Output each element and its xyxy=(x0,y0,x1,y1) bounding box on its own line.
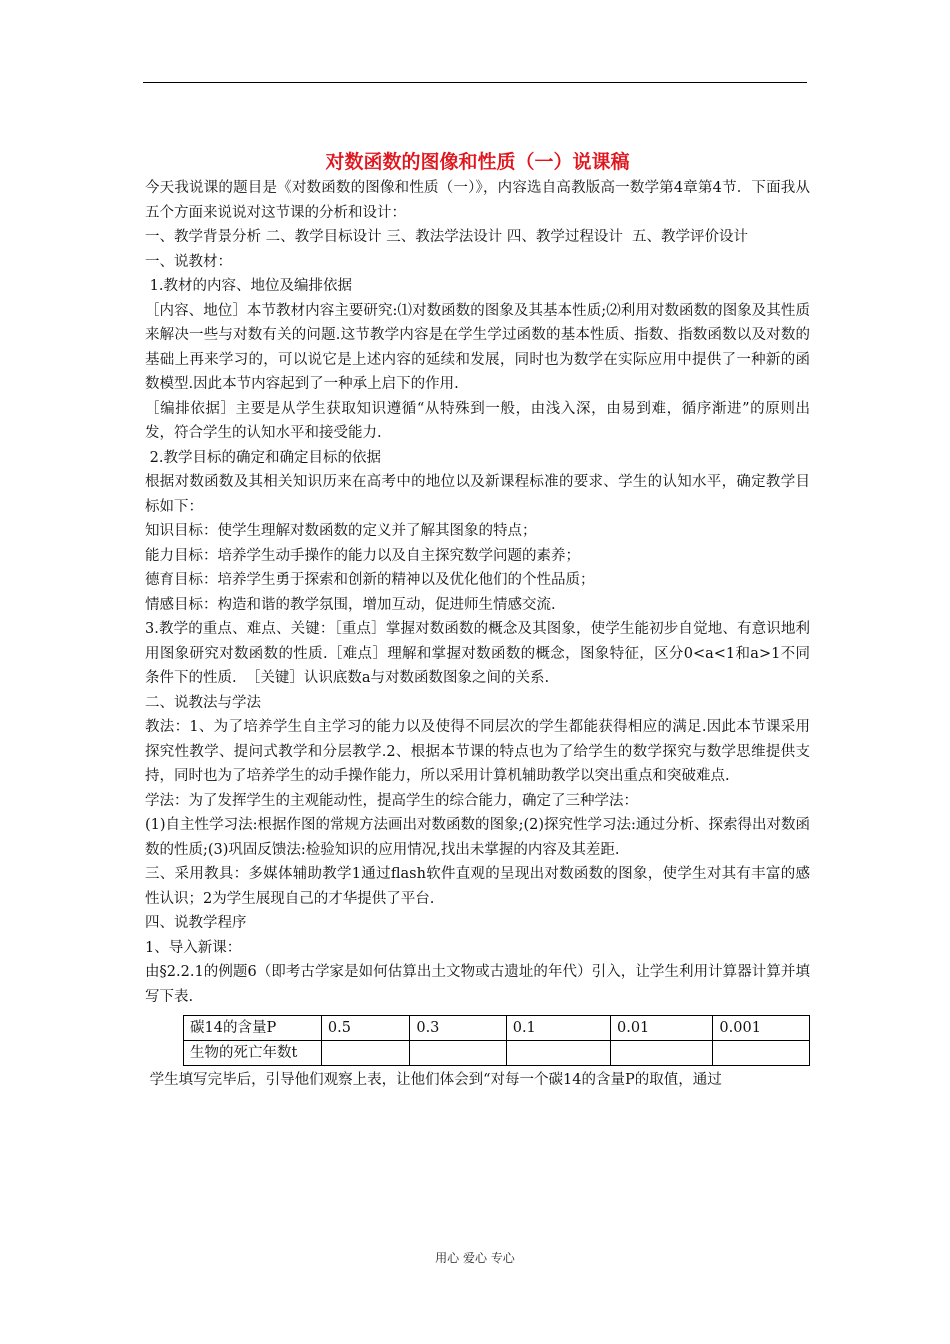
table-row xyxy=(184,1041,810,1066)
paragraph-after-table: 学生填写完毕后，引导他们观察上表，让他们体会到“对每一个碳14的含量P的取值，通过 xyxy=(145,1072,722,1088)
paragraph-teaching-method: 教法：1、为了培养学生自主学习的能力以及使得不同层次的学生都能获得相应的满足.因此本节课采用探究性教学、提问式教学和分层教学.2、根据本节课的特点也为了给学生的数学探究与数学思维提供支持，同时也为了培养学生的动手操作能力，所以采用计算机辅助教学以突出重点和突破难点. xyxy=(145,719,810,784)
subheading-1-2: 2.教学目标的确定和确定目标的依据 xyxy=(145,449,381,466)
carbon-table xyxy=(183,1015,810,1066)
table-cell: 0.1 xyxy=(506,1016,610,1041)
paragraph-introduction-example: 由§2.2.1的例题6（即考古学家是如何估算出土文物或古遗址的年代）引入，让学生利用计算器计算并填写下表. xyxy=(145,964,810,1005)
paragraph-goal-basis: 根据对数函数及其相关知识历来在高考中的地位以及新课程标准的要求、学生的认知水平，确定教学目标如下： xyxy=(145,474,810,515)
paragraph-learning-methods-list: (1)自主性学习法:根据作图的常规方法画出对数函数的图象;(2)探究性学习法:通过分析、探索得出对数函数的性质;(3)巩固反馈法:检验知识的应用情况,找出未掌握的内容及其差距. xyxy=(145,817,810,858)
table-cell: 生物的死亡年数t xyxy=(184,1041,322,1066)
subheading-1-1: 1.教材的内容、地位及编排依据 xyxy=(145,278,352,294)
page-footer: 用心 爱心 专心 xyxy=(435,1251,515,1265)
paragraph-key-points: 3.教学的重点、难点、关键：［重点］掌握对数函数的概念及其图象，使学生能初步自觉地、有意识地利用图象研究对数函数的性质.［难点］理解和掌握对数函数的概念，图象特征，区分0<a<1和a>1不同条件下的性质. ［关键］认识底数a与对数函数图象之间的关系. xyxy=(145,621,810,686)
paragraph-outline: 一、教学背景分析 二、教学目标设计 三、教法学法设计 四、教学过程设计 五、教学评价设计 xyxy=(145,229,749,245)
header-rule xyxy=(143,82,807,83)
paragraph-arrangement-basis: ［编排依据］主要是从学生获取知识遵循“从特殊到一般，由浅入深，由易到难，循序渐进”的原则出发，符合学生的认知水平和接受能力. xyxy=(145,400,810,441)
section-heading-1: 一、说教材： xyxy=(145,253,232,270)
paragraph-content-position: ［内容、地位］本节教材内容主要研究:⑴对数函数的图象及其基本性质;⑵利用对数函数的图象及其性质来解决一些与对数有关的问题.这节教学内容是在学生学过函数的基本性质、指数、指数函数以及对数的基础上再来学习的，可以说它是上述内容的延续和发展，同时也为数学在实际应用中提供了一种新的函数模型.因此本节内容起到了一种承上启下的作用. xyxy=(145,302,810,392)
document-body xyxy=(145,150,810,1093)
section-heading-4: 四、说教学程序 xyxy=(145,915,247,931)
goal-emotion: 情感目标：构造和谐的教学氛围，增加互动，促进师生情感交流. xyxy=(145,596,556,613)
goal-ability: 能力目标：培养学生动手操作的能力以及自主探究数学问题的素养； xyxy=(145,547,580,564)
table-cell-empty xyxy=(321,1041,409,1066)
table-cell-empty xyxy=(611,1041,713,1066)
goal-knowledge: 知识目标：使学生理解对数函数的定义并了解其图象的特点； xyxy=(145,523,537,539)
paragraph-teaching-aids: 三、采用教具：多媒体辅助教学1通过flash软件直观的呈现出对数函数的图象，使学生对其有丰富的感性认识；2为学生展现自己的才华提供了平台. xyxy=(145,866,810,907)
table-cell-empty xyxy=(713,1041,810,1066)
paragraph-learning-method: 学法：为了发挥学生的主观能动性，提高学生的综合能力，确定了三种学法： xyxy=(145,792,638,809)
table-cell: 0.001 xyxy=(713,1016,810,1041)
table-cell: 0.3 xyxy=(410,1016,506,1041)
table-cell-empty xyxy=(506,1041,610,1066)
paragraph-intro: 今天我说课的题目是《对数函数的图像和性质（一）》，内容选自高教版高一数学第4章第4节．下面我从五个方面来说说对这节课的分析和设计： xyxy=(145,180,810,221)
table-cell-empty xyxy=(410,1041,506,1066)
subheading-4-1: 1、导入新课： xyxy=(145,939,242,956)
goal-moral: 德育目标：培养学生勇于探索和创新的精神以及优化他们的个性品质； xyxy=(145,572,595,588)
section-heading-2: 二、说教法与学法 xyxy=(145,694,261,711)
table-row xyxy=(184,1016,810,1041)
document-title: 对数函数的图像和性质（一）说课稿 xyxy=(325,151,630,173)
table-cell: 0.01 xyxy=(611,1016,713,1041)
table-cell: 碳14的含量P xyxy=(184,1016,322,1041)
table-cell: 0.5 xyxy=(321,1016,409,1041)
